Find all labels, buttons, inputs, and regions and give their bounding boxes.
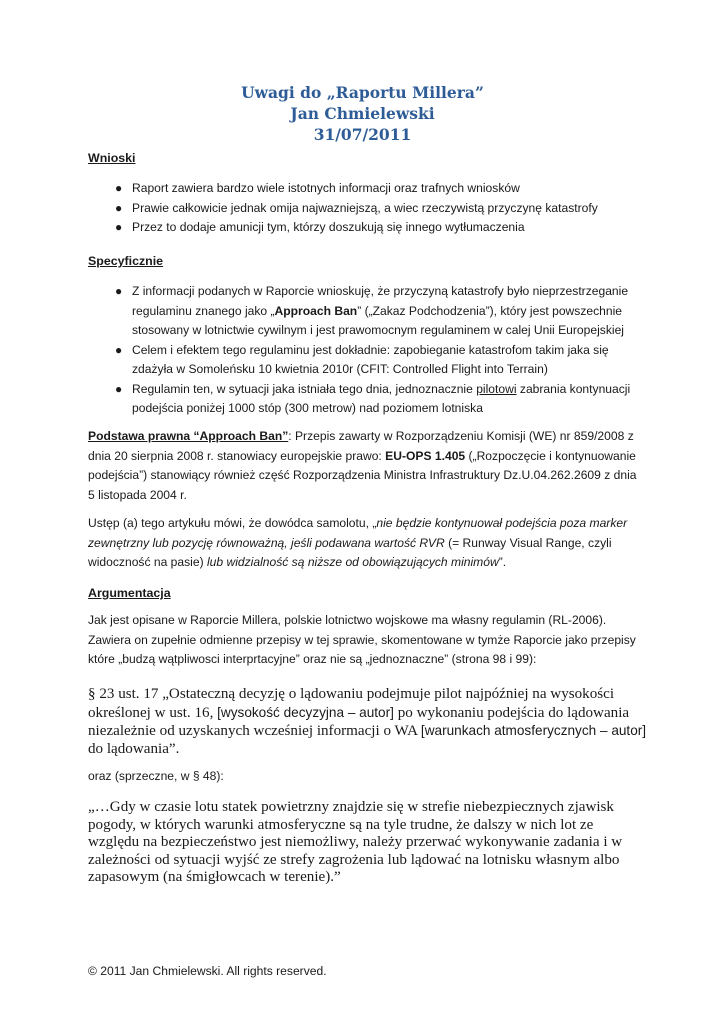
heading-argumentacja: Argumentacja — [88, 586, 171, 600]
podstawa-label: Podstawa prawna “Approach Ban” — [88, 429, 289, 443]
copyright-footer: © 2011 Jan Chmielewski. All rights reserved. — [88, 964, 327, 978]
title-block — [0, 82, 725, 145]
heading-specyficznie: Specyficznie — [88, 254, 164, 268]
wnioski-list — [88, 179, 648, 238]
bullet-icon: ● — [115, 181, 123, 195]
bullet-icon: ● — [115, 200, 123, 215]
list-item: ● Celem i efektem tego regulaminu jest dokładnie: zapobieganie katastrofom takim jaka się zdażyła w Somoleńsku 10 kwietnia 2010r (CFIT: Controlled Flight into Terrain) — [115, 342, 609, 376]
list-item: ● Regulamin ten, w sytuacji jaka istniała tego dnia, jednoznacznie pilotowi zabrania kontynuacji podejścia poniżej 1000 stóp (300 metrow) nad poziomem lotniska — [115, 381, 631, 415]
oraz-line: oraz (sprzeczne, w § 48): — [88, 769, 224, 783]
bullet-icon: ● — [115, 381, 123, 396]
document-date: 31/07/2011 — [313, 125, 412, 144]
argumentacja-paragraph: Jak jest opisane w Raporcie Millera, polskie lotnictwo wojskowe ma własny regulamin (RL-2006). Zawiera on zupełnie odmienne przepisy w tej sprawie, skomentowane w tymże Raporcie jako przepisy które „budzą wątpliwosci interprtacyjne” oraz nie są „jednoznaczne” (strona 98 i 99): — [88, 613, 636, 666]
heading-wnioski: Wnioski — [88, 151, 136, 165]
quote-paragraph-23: § 23 ust. 17 „Ostateczną decyzję o lądowaniu podejmuje pilot najpóźniej na wysokości określonej w ust. 16, [wysokość decyzyjna – autor] po wykonaniu podejścia do lądowania niezależnie od uzyskanych wcześniej informacji o WA [warunkach atmosferycznych – autor] do lądowania”. — [88, 686, 647, 757]
ustep-paragraph: Ustęp (a) tego artykułu mówi, że dowódca samolotu, „nie będzie kontynuował podejścia poza marker zewnętrzny lub pozycję równoważną, jeśli podawana wartość RVR (= Runway Visual Range, czyli widoczność na pasie) lub widzialność są niższe od obowiązujących minimów”. — [88, 516, 628, 569]
document-title: Uwagi do „Raportu Millera” — [241, 83, 484, 102]
specyficznie-list — [88, 282, 648, 419]
list-item: ● Prawie całkowicie jednak omija najwazniejszą, a wiec rzeczywistą przyczynę katastrofy — [88, 199, 648, 219]
quote-paragraph-48: „…Gdy w czasie lotu statek powietrzny znajdzie się w strefie niebezpiecznych zjawisk pogody, w których warunki atmosferyczne są na tyle trudne, że dalszy w nich lot ze względu na bezpieczeństwo jest niemożliwy, należy przerwać wykonywanie zadania i w zależności od sytuacji wyjść ze strefy zagrożenia lub lądować na lotnisku własnym albo zapasowym (na śmigłowcach w terenie).” — [88, 799, 623, 885]
document-author: Jan Chmielewski — [290, 104, 435, 123]
list-item: ● Raport zawiera bardzo wiele istotnych informacji oraz trafnych wniosków — [88, 179, 648, 199]
bullet-icon: ● — [115, 220, 123, 234]
list-item: ● Przez to dodaje amunicji tym, którzy doszukują się innego wytłumaczenia — [88, 218, 648, 238]
list-item: ● Z informacji podanych w Raporcie wnioskuję, że przyczyną katastrofy było nieprzestrzeganie regulaminu znanego jako „Approach Ban” („Zakaz Podchodzenia”), który jest powszechnie stosowany w lotnictwie cywilnym i jest prawomocnym regulaminem w calej Unii Europejskiej — [115, 284, 629, 337]
bullet-icon: ● — [115, 342, 123, 357]
podstawa-paragraph: Podstawa prawna “Approach Ban”: Przepis zawarty w Rozporządzeniu Komisji (WE) nr 859/2008 z dnia 20 sierpnia 2008 r. stanowiacy europejskie prawo: EU-OPS 1.405 („Rozpoczęcie i kontynuowanie podejścia”) stanowiący również część Rozporządzenia Ministra Infrastruktury Dz.U.04.262.2609 z dnia 5 listopada 2004 r. — [88, 429, 637, 502]
bullet-icon: ● — [115, 284, 123, 298]
